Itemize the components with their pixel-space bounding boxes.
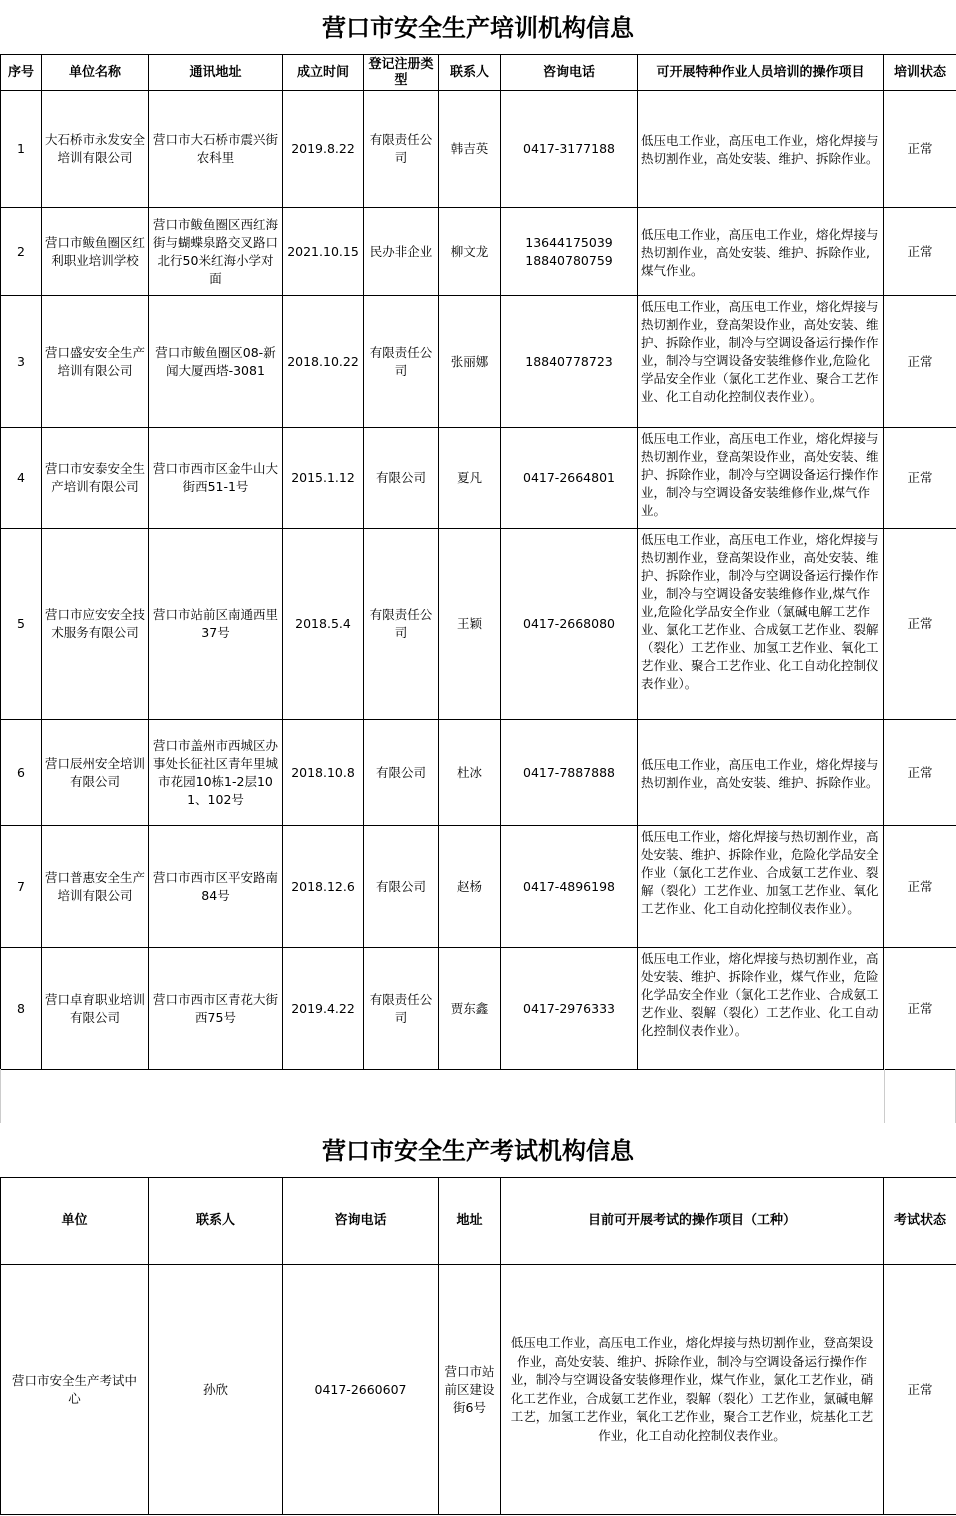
exam-phone: 0417-2660607 — [283, 1265, 439, 1515]
row-contact: 张丽娜 — [439, 296, 501, 428]
row-type: 有限公司 — [364, 428, 439, 529]
table-row — [1, 529, 956, 720]
row-address: 营口市西市区青花大街西75号 — [149, 948, 283, 1070]
training-table — [0, 54, 956, 1070]
row-contact: 王颖 — [439, 529, 501, 720]
row-phone: 0417-3177188 — [501, 91, 638, 208]
table-row — [1, 948, 956, 1070]
row-contact: 赵杨 — [439, 826, 501, 948]
row-unit: 营口辰州安全培训有限公司 — [42, 720, 149, 826]
row-projects: 低压电工作业，高压电工作业，熔化焊接与热切割作业，高处安装、维护、拆除作业,煤气作业。 — [638, 208, 884, 296]
row-status: 正常 — [884, 91, 956, 208]
row-projects: 低压电工作业，高压电工作业，熔化焊接与热切割作业，高处安装、维护、拆除作业。 — [638, 91, 884, 208]
table-row — [1, 720, 956, 826]
row-status: 正常 — [884, 428, 956, 529]
row-founded: 2021.10.15 — [283, 208, 364, 296]
table-row — [1, 208, 956, 296]
row-founded: 2018.10.22 — [283, 296, 364, 428]
row-type: 有限责任公司 — [364, 529, 439, 720]
row-phone: 0417-4896198 — [501, 826, 638, 948]
header-address: 通讯地址 — [149, 55, 283, 91]
exam-title: 营口市安全生产考试机构信息 — [322, 1136, 634, 1165]
row-address: 营口市西市区金牛山大街西51-1号 — [149, 428, 283, 529]
exam-header-phone: 咨询电话 — [283, 1178, 439, 1265]
table-row — [1, 1265, 956, 1515]
row-status: 正常 — [884, 529, 956, 720]
row-status: 正常 — [884, 208, 956, 296]
row-no: 6 — [1, 720, 42, 826]
row-projects: 低压电工作业，高压电工作业，熔化焊接与热切割作业，登高架设作业，高处安装、维护、拆除作业，制冷与空调设备运行操作作业，制冷与空调设备安装维修作业,煤气作业。 — [641, 431, 879, 518]
exam-header-projects: 目前可开展考试的操作项目（工种） — [501, 1178, 884, 1265]
row-status: 正常 — [884, 948, 956, 1070]
row-projects: 低压电工作业，熔化焊接与热切割作业，高处安装、维护、拆除作业，煤气作业，危险化学品安全作业（氯化工艺作业、合成氨工艺作业、裂解（裂化）工艺作业、化工自动化控制仪表作业）。 — [641, 951, 879, 1038]
exam-header-unit: 单位 — [1, 1178, 149, 1265]
row-phone: 0417-2664801 — [501, 428, 638, 529]
row-phone: 0417-2668080 — [501, 529, 638, 720]
row-address: 营口市盖州市西城区办事处长征社区青年里城市花园10栋1-2层101、102号 — [149, 720, 283, 826]
header-phone: 咨询电话 — [501, 55, 638, 91]
section-gap — [0, 1069, 956, 1123]
row-type: 有限责任公司 — [364, 91, 439, 208]
row-type: 有限责任公司 — [364, 296, 439, 428]
row-address: 营口市鲅鱼圈区08-新闻大厦西塔-3081 — [149, 296, 283, 428]
header-unit: 单位名称 — [42, 55, 149, 91]
exam-address: 营口市站前区建设街6号 — [439, 1265, 501, 1515]
table-row — [1, 296, 956, 428]
exam-table — [0, 1177, 956, 1515]
row-founded: 2018.10.8 — [283, 720, 364, 826]
exam-header-address: 地址 — [439, 1178, 501, 1265]
row-no: 1 — [1, 91, 42, 208]
row-phone: 0417-2976333 — [501, 948, 638, 1070]
exam-projects: 低压电工作业，高压电工作业，熔化焊接与热切割作业，登高架设作业，高处安装、维护、拆除作业，制冷与空调设备运行操作作业，制冷与空调设备安装修理作业，煤气作业，氯化工艺作业，硝化工艺作业，合成氨工艺作业，裂解（裂化）工艺作业，氯碱电解工艺，加氢工艺作业，氧化工艺作业，聚合工艺作业，烷基化工艺作业，化工自动化控制仪表作业。 — [501, 1265, 884, 1515]
header-contact: 联系人 — [439, 55, 501, 91]
row-contact: 柳文龙 — [439, 208, 501, 296]
row-no: 5 — [1, 529, 42, 720]
row-address: 营口市西市区平安路南84号 — [149, 826, 283, 948]
row-contact: 夏凡 — [439, 428, 501, 529]
exam-unit: 营口市安全生产考试中心 — [1, 1265, 149, 1515]
row-status: 正常 — [884, 720, 956, 826]
row-no: 8 — [1, 948, 42, 1070]
row-projects-cell — [638, 826, 884, 948]
row-address: 营口市鲅鱼圈区西红海街与蝴蝶泉路交叉路口北行50米红海小学对面 — [149, 208, 283, 296]
row-founded: 2018.12.6 — [283, 826, 364, 948]
row-unit: 营口普惠安全生产培训有限公司 — [42, 826, 149, 948]
row-no: 2 — [1, 208, 42, 296]
table-row — [1, 428, 956, 529]
row-projects: 低压电工作业，熔化焊接与热切割作业，高处安装、维护、拆除作业，危险化学品安全作业（氯化工艺作业、合成氨工艺作业、裂解（裂化）工艺作业、加氢工艺作业、氧化工艺作业、化工自动化控制仪表作业）。 — [641, 829, 879, 916]
row-projects-cell — [638, 296, 884, 428]
row-founded: 2019.4.22 — [283, 948, 364, 1070]
row-founded: 2018.5.4 — [283, 529, 364, 720]
row-projects: 低压电工作业，高压电工作业，熔化焊接与热切割作业，登高架设作业，高处安装、维护、拆除作业，制冷与空调设备运行操作作业，制冷与空调设备安装维修作业,煤气作业,危险化学品安全作业（氯碱电解工艺作业、氯化工艺作业、合成氨工艺作业、裂解（裂化）工艺作业、加氢工艺作业、氧化工艺作业、聚合工艺作业、化工自动化控制仪表作业）。 — [641, 532, 879, 691]
row-address: 营口市站前区南通西里37号 — [149, 529, 283, 720]
exam-status: 正常 — [884, 1265, 956, 1515]
row-phone: 13644175039 18840780759 — [501, 208, 638, 296]
row-unit: 营口市鲅鱼圈区红利职业培训学校 — [42, 208, 149, 296]
row-projects-cell — [638, 529, 884, 720]
header-founded: 成立时间 — [283, 55, 364, 91]
row-projects: 低压电工作业，高压电工作业，熔化焊接与热切割作业，登高架设作业，高处安装、维护、拆除作业，制冷与空调设备运行操作作业，制冷与空调设备安装维修作业,危险化学品安全作业（氯化工艺作业、聚合工艺作业、化工自动化控制仪表作业）。 — [641, 299, 879, 404]
header-type: 登记注册类型 — [364, 55, 439, 91]
row-phone: 0417-7887888 — [501, 720, 638, 826]
row-status: 正常 — [884, 826, 956, 948]
exam-header-status: 考试状态 — [884, 1178, 956, 1265]
row-no: 4 — [1, 428, 42, 529]
row-unit: 营口市应安安全技术服务有限公司 — [42, 529, 149, 720]
training-title: 营口市安全生产培训机构信息 — [322, 13, 634, 42]
row-type: 有限公司 — [364, 826, 439, 948]
row-address: 营口市大石桥市震兴街农科里 — [149, 91, 283, 208]
row-unit: 营口市安泰安全生产培训有限公司 — [42, 428, 149, 529]
table-row — [1, 91, 956, 208]
row-projects-cell — [638, 948, 884, 1070]
row-contact: 韩吉英 — [439, 91, 501, 208]
row-no: 3 — [1, 296, 42, 428]
row-founded: 2015.1.12 — [283, 428, 364, 529]
row-contact: 杜冰 — [439, 720, 501, 826]
row-projects: 低压电工作业，高压电工作业，熔化焊接与热切割作业，高处安装、维护、拆除作业。 — [638, 720, 884, 826]
row-contact: 贾东鑫 — [439, 948, 501, 1070]
row-founded: 2019.8.22 — [283, 91, 364, 208]
exam-header-contact: 联系人 — [149, 1178, 283, 1265]
row-no: 7 — [1, 826, 42, 948]
row-phone: 18840778723 — [501, 296, 638, 428]
header-status: 培训状态 — [884, 55, 956, 91]
row-unit: 大石桥市永发安全培训有限公司 — [42, 91, 149, 208]
row-type: 民办非企业 — [364, 208, 439, 296]
table-row — [1, 826, 956, 948]
row-unit: 营口盛安安全生产培训有限公司 — [42, 296, 149, 428]
header-projects: 可开展特种作业人员培训的操作项目 — [638, 55, 884, 91]
header-no: 序号 — [1, 55, 42, 91]
row-unit: 营口卓育职业培训有限公司 — [42, 948, 149, 1070]
row-type: 有限公司 — [364, 720, 439, 826]
row-projects-cell — [638, 428, 884, 529]
row-type: 有限责任公司 — [364, 948, 439, 1070]
exam-contact: 孙欣 — [149, 1265, 283, 1515]
row-status: 正常 — [884, 296, 956, 428]
